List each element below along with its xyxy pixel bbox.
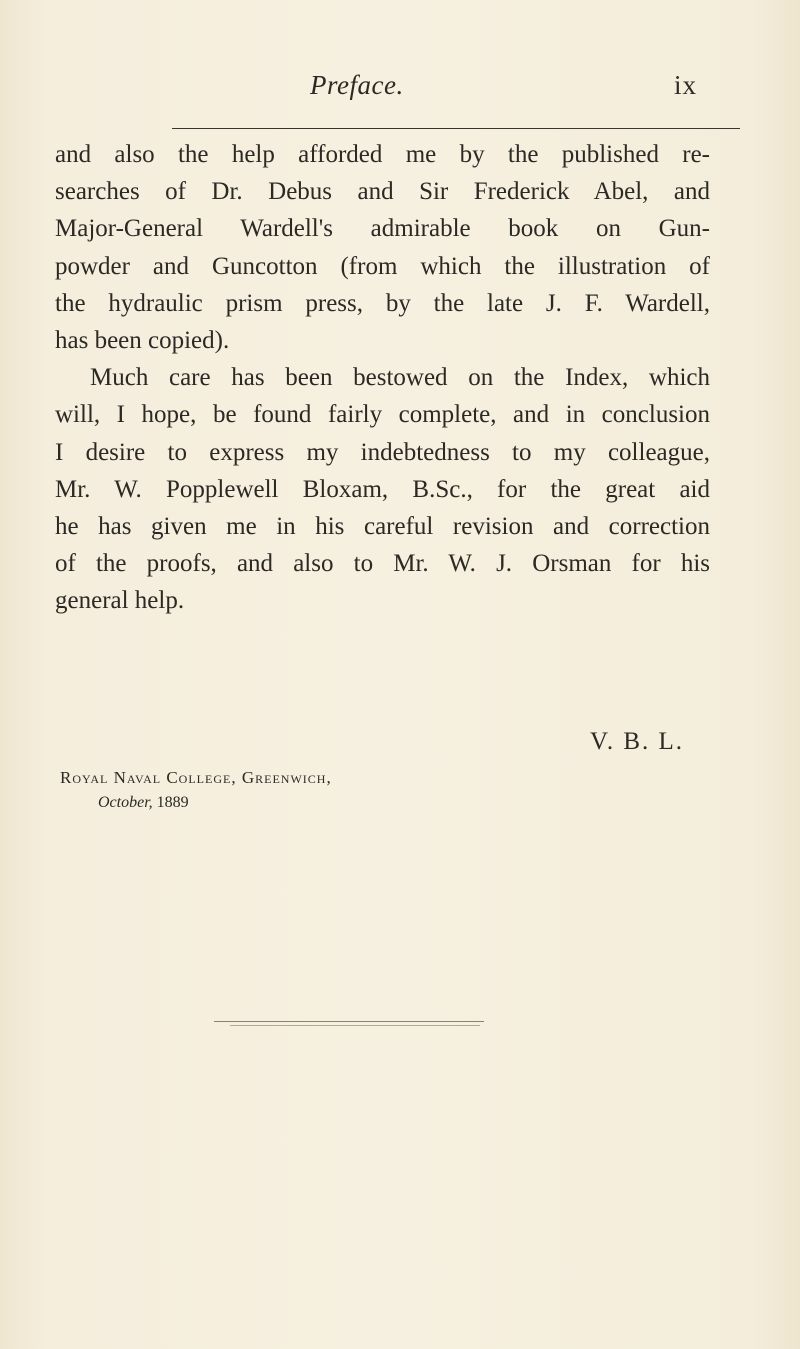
text-line: has been copied). [55,327,230,355]
footer-rule [230,1025,480,1026]
page-header [0,70,800,110]
place-line: Royal Naval College, Greenwich, [60,768,332,787]
text-line: powder and Guncotton (from which the illustration of [55,252,710,280]
text-line: Much care has been bestowed on the Index, which [90,364,710,392]
paragraph-2 [55,359,710,619]
text-line: the hydraulic prism press, by the late J. F. Wardell, [55,289,710,317]
text-line: I desire to express my indebtedness to my colleague, [55,438,710,466]
text-line: searches of Dr. Debus and Sir Frederick Abel, and [55,178,710,206]
page-number: ix [674,70,698,100]
text-line: will, I hope, be found fairly complete, and in conclusion [55,401,710,429]
date-year: 1889 [156,794,189,811]
author-initials: V. B. L. [590,728,685,755]
text-line: Major-General Wardell's admirable book on Gun- [55,215,710,243]
text-line: Mr. W. Popplewell Bloxam, B.Sc., for the great aid [55,475,710,503]
text-line: general help. [55,587,185,615]
date-line [98,794,189,812]
paragraph-1 [55,136,710,359]
footer-rule [214,1021,484,1022]
header-rule [172,128,740,129]
preface-body [55,136,710,620]
text-line: of the proofs, and also to Mr. W. J. Orsman for his [55,550,710,578]
text-line: he has given me in his careful revision and correction [55,513,710,541]
date-month: October, [98,794,153,811]
text-line: and also the help afforded me by the published re- [55,141,710,168]
running-title: Preface. [310,70,404,100]
